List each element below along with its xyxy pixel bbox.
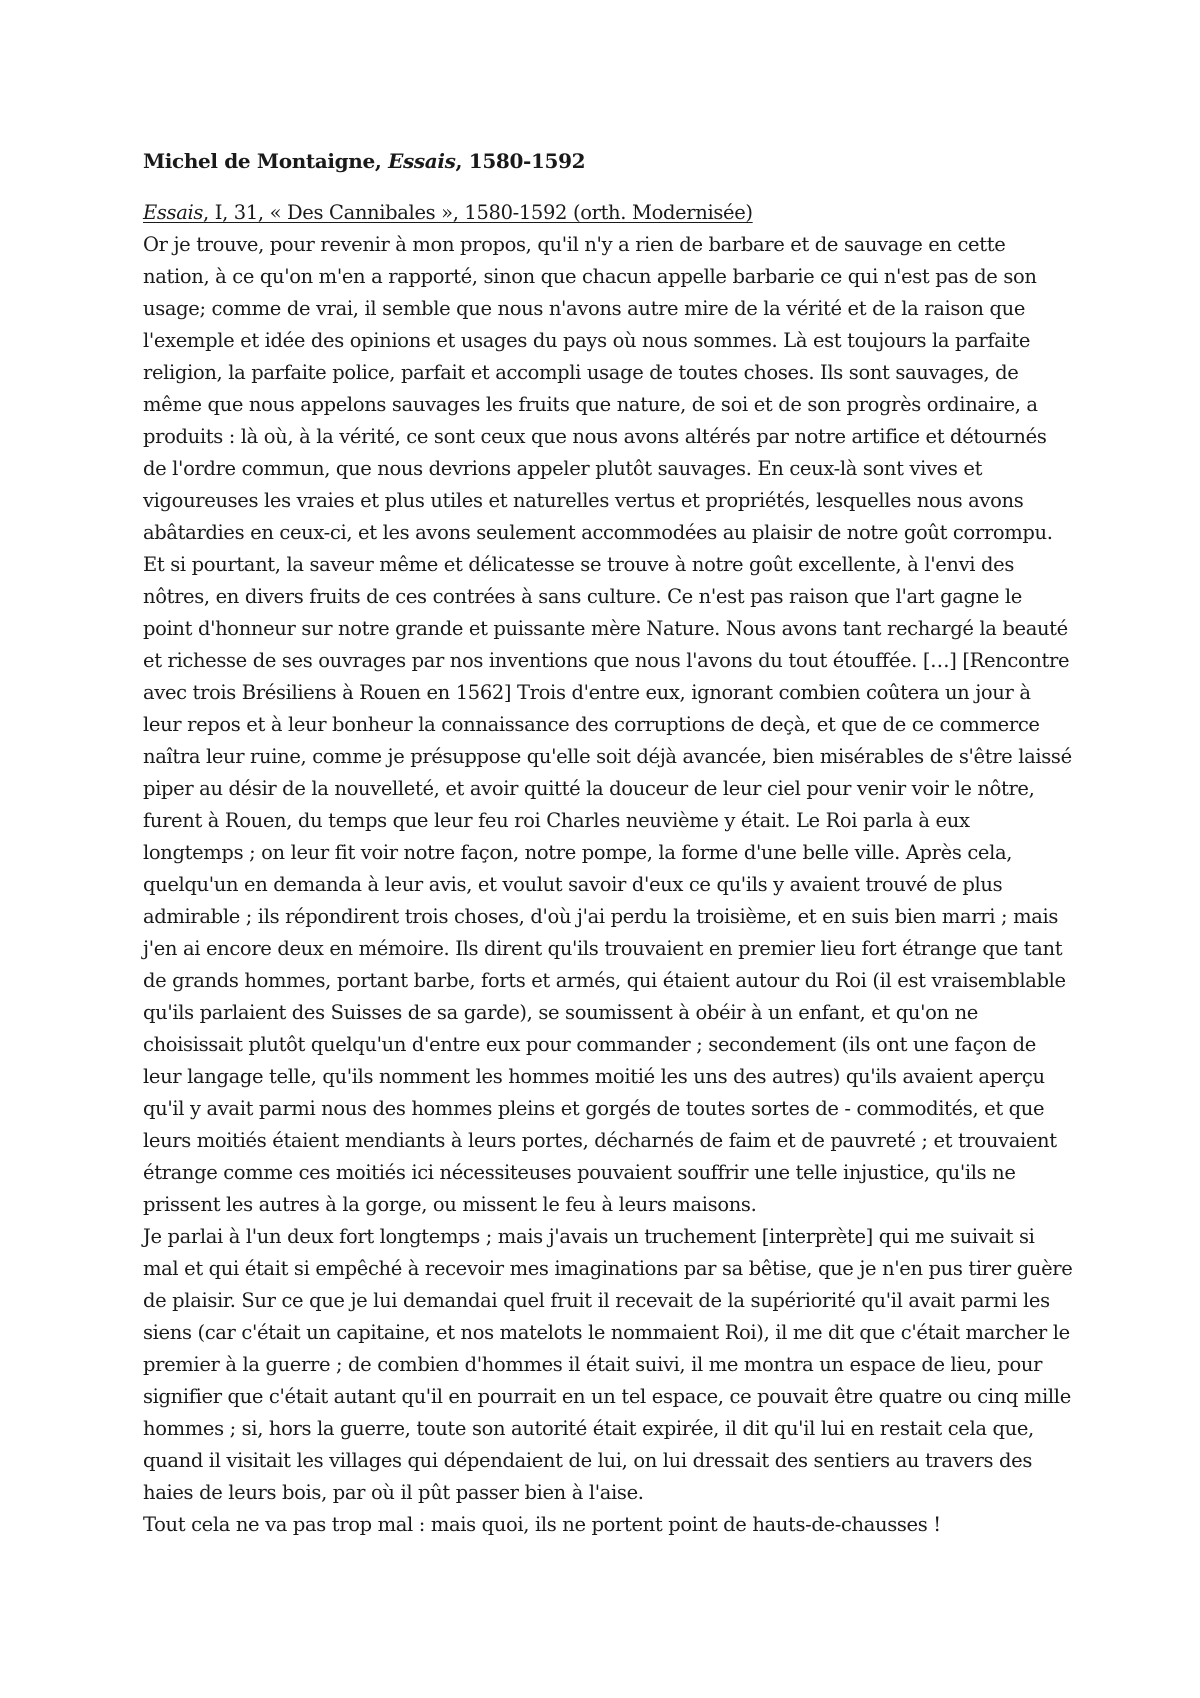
source-citation: , I, 31, « Des Cannibales », 1580-1592 (orth. Modernisée): [203, 201, 753, 224]
text-paragraph: Or je trouve, pour revenir à mon propos, qu'il n'y a rien de barbare et de sauvage en cette nation, à ce qu'on m'en a rapporté, sinon que chacun appelle barbarie ce qui n'est pas de son usage; comme de vrai, il semble que nous n'avons autre mire de la vérité et de la raison que l'exemple et idée des opinions et usages du pays où nous sommes. Là est toujours la parfaite religion, la parfaite police, parfait et accompli usage de toutes choses. Ils sont sauvages, de même que nous appelons sauvages les fruits que nature, de soi et de son progrès ordinaire, a produits : là où, à la vérité, ce sont ceux que nous avons altérés par notre artifice et détournés de l'ordre commun, que nous devrions appeler plutôt sauvages. En ceux-là sont vives et vigoureuses les vraies et plus utiles et naturelles vertus et propriétés, lesquelles nous avons abâtardies en ceux-ci, et les avons seulement accommodées au plaisir de notre goût corrompu. Et si pourtant, la saveur même et délicatesse se trouve à notre goût excellente, à l'envi des nôtres, en divers fruits de ces contrées à sans culture. Ce n'est pas raison que l'art gagne le point d'honneur sur notre grande et puissante mère Nature. Nous avons tant rechargé la beauté et richesse de ses ouvrages par nos inventions que nous l'avons du tout étouffée. […] [Rencontre avec trois Brésiliens à Rouen en 1562] Trois d'entre eux, ignorant combien coûtera un jour à leur repos et à leur bonheur la connaissance des corruptions de deçà, et que de ce commerce naîtra leur ruine, comme je présuppose qu'elle soit déjà avancée, bien misérables de s'être laissé piper au désir de la nouvelleté, et avoir quitté la douceur de leur ciel pour venir voir le nôtre, furent à Rouen, du temps que leur feu roi Charles neuvième y était. Le Roi parla à eux longtemps ; on leur fit voir notre façon, notre pompe, la forme d'une belle ville. Après cela, quelqu'un en demanda à leur avis, et voulut savoir d'eux ce qu'ils y avaient trouvé de plus admirable ; ils répondirent trois choses, d'où j'ai perdu la troisième, et en suis bien marri ; mais j'en ai encore deux en mémoire. Ils dirent qu'ils trouvaient en premier lieu fort étrange que tant de grands hommes, portant barbe, forts et armés, qui étaient autour du Roi (il est vraisemblable qu'ils parlaient des Suisses de sa garde), se soumissent à obéir à un enfant, et qu'on ne choisissait plutôt quelqu'un d'entre eux pour commander ; secondement (ils ont une façon de leur langage telle, qu'ils nomment les hommes moitié les uns des autres) qu'ils avaient aperçu qu'il y avait parmi nous des hommes pleins et gorgés de toutes sortes de - commodités, et que leurs moitiés étaient mendiants à leurs portes, décharnés de faim et de pauvreté ; et trouvaient étrange comme ces moitiés ici nécessiteuses pouvaient souffrir une telle injustice, qu'ils ne prissent les autres à la gorge, ou missent le feu à leurs maisons.: [143, 233, 1072, 1216]
source-reference: [143, 197, 1073, 229]
text-paragraph: Je parlai à l'un deux fort longtemps ; mais j'avais un truchement [interprète] qui me suivait si mal et qui était si empêché à recevoir mes imaginations par sa bêtise, que je n'en pus tirer guère de plaisir. Sur ce que je lui demandai quel fruit il recevait de la supériorité qu'il avait parmi les siens (car c'était un capitaine, et nos matelots le nommaient Roi), il me dit que c'était marcher le premier à la guerre ; de combien d'hommes il était suivi, il me montra un espace de lieu, pour signifier que c'était autant qu'il en pourrait en un tel espace, ce pouvait être quatre ou cinq mille hommes ; si, hors la guerre, toute son autorité était expirée, il dit qu'il lui en restait cela que, quand il visitait les villages qui dépendaient de lui, on lui dressait des sentiers au travers des haies de leurs bois, par où il pût passer bien à l'aise.: [143, 1225, 1073, 1504]
source-work-title: Essais: [143, 201, 204, 224]
text-paragraph: Tout cela ne va pas trop mal : mais quoi, ils ne portent point de hauts-de-chausses !: [143, 1513, 941, 1536]
heading-work-title: Essais: [388, 149, 456, 173]
document-body: [143, 145, 1073, 1541]
heading-author: Michel de Montaigne,: [143, 149, 389, 173]
document-heading: [143, 145, 1073, 177]
heading-dates: , 1580-1592: [455, 149, 586, 173]
